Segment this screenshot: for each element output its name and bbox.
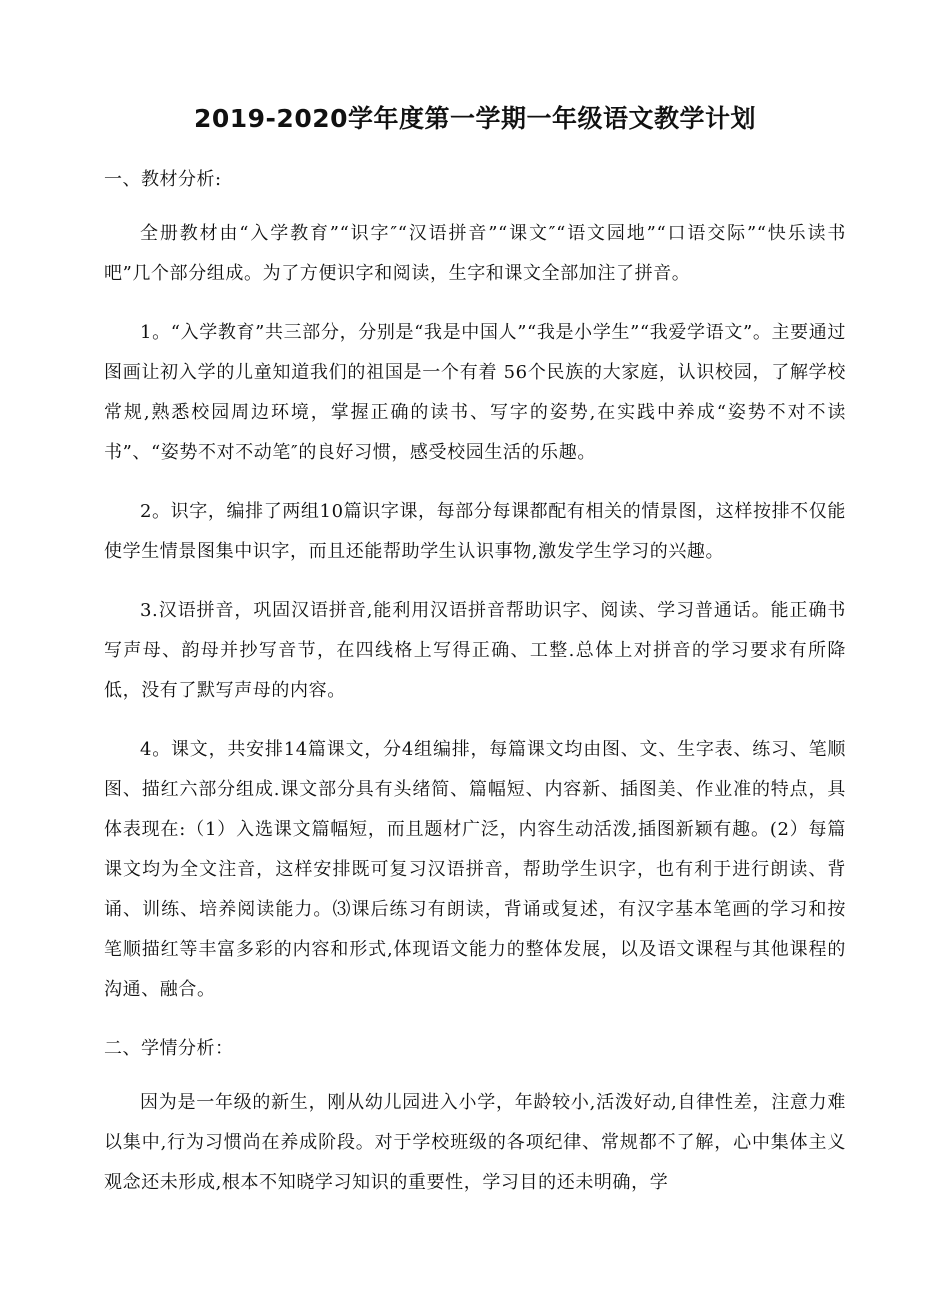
paragraph-texts: 4。课文，共安排14篇课文，分4组编排，每篇课文均由图、文、生字表、练习、笔顺图、描红六部分组成.课文部分具有头绪简、篇幅短、内容新、插图美、作业准的特点，具体表现在:（1）入选课文篇幅短，而且题材广泛，内容生动活泼,插图新颖有趣。(2）每篇课文均为全文注音，这样安排既可复习汉语拼音，帮助学生识字，也有利于进行朗读、背诵、训练、培养阅读能力。⑶课后练习有朗读，背诵或复述，有汉字基本笔画的学习和按笔顺描红等丰富多彩的内容和形式,体现语文能力的整体发展，以及语文课程与其他课程的沟通、融合。 bbox=[104, 739, 846, 1000]
section-heading: 一、教材分析: bbox=[104, 169, 222, 190]
paragraph-literacy: 2。识字，编排了两组10篇识字课，每部分每课都配有相关的情景图，这样按排不仅能使学生情景图集中识字，而且还能帮助学生认识事物,激发学生学习的兴趣。 bbox=[104, 501, 846, 562]
section-student-analysis bbox=[104, 1029, 846, 1203]
document-title: 2019-2020学年度第一学期一年级语文教学计划 bbox=[193, 104, 757, 133]
paragraph-student-situation: 因为是一年级的新生，刚从幼儿园进入小学，年龄较小,活泼好动,自律性差，注意力难以集中,行为习惯尚在养成阶段。对于学校班级的各项纪律、常规都不了解，心中集体主义观念还未形成,根本不知晓学习知识的重要性，学习目的还未明确，学 bbox=[104, 1092, 846, 1193]
section-textbook-analysis bbox=[104, 160, 846, 1010]
section-heading: 二、学情分析： bbox=[104, 1038, 234, 1059]
paragraph-overview: 全册教材由“入学教育”“识字″“汉语拼音”“课文″“语文园地”“口语交际”“快乐读书吧”几个部分组成。为了方便识字和阅读，生字和课文全部加注了拼音。 bbox=[104, 223, 846, 284]
paragraph-pinyin: 3.汉语拼音，巩固汉语拼音,能利用汉语拼音帮助识字、阅读、学习普通话。能正确书写声母、韵母并抄写音节，在四线格上写得正确、工整.总体上对拼音的学习要求有所降低，没有了默写声母的内容。 bbox=[104, 600, 846, 701]
paragraph-entrance-education: 1。“入学教育”共三部分，分别是“我是中国人”“我是小学生”“我爱学语文”。主要通过图画让初入学的儿童知道我们的祖国是一个有着 56个民族的大家庭，认识校园，了解学校常规,熟悉校园周边环境，掌握正确的读书、写字的姿势,在实践中养成“姿势不对不读书”、“姿势不对不动笔″的良好习惯，感受校园生活的乐趣。 bbox=[104, 322, 846, 463]
